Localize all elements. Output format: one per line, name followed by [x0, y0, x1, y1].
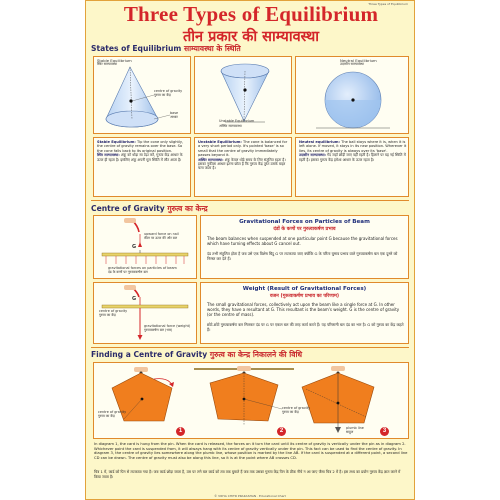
panel-stable: [93, 56, 191, 134]
stable-base-label-hi: आधार: [170, 115, 178, 119]
upward-force-label: upward force on nail: [144, 232, 179, 236]
stable-cone-diagram: [94, 57, 191, 134]
beam-2: [102, 305, 188, 308]
cg-label-d1-hi: गुरुत्व का केंद्र: [98, 414, 115, 418]
forces-label-hi: दंड के कणों पर गुरुत्वाकर्षण बल: [108, 270, 148, 274]
diagram-number-1: 1: [176, 427, 185, 436]
cg-label-d1: centre of gravity: [98, 410, 127, 414]
stable-title-en: Stable Equilibrium: [97, 58, 132, 63]
box1-text-hi: दंड तभी संतुलित होता है जब उसे एक विशेष बिंदु G पर लटकाया जाए क्योंकि G के परितः घुमाव प्रभाव वाले गुरुत्वाकर्षण बल एक दूसरे को निरस्त कर देते हैं।: [207, 251, 398, 261]
section1-heading: [91, 44, 241, 54]
chart-poster: [85, 0, 415, 500]
unstable-title-en: Unstable Equilibrium: [219, 119, 255, 123]
top-note: Three Types of Equilibrium: [368, 2, 408, 6]
section1-heading-hi: साम्यावस्था के स्थिति: [183, 44, 241, 53]
unstable-title-hi: अस्थिर साम्यावस्था: [219, 124, 242, 128]
plumb-bob-icon: [335, 427, 341, 433]
cg-label-2: centre of gravity: [99, 309, 128, 313]
desc-unstable-text: Unstable Equilibrium: The cone is balanced for a very short period only. It's pointed 'base' is so small that the centre of gravity immediately passes beyond it. अस्थिर साम्यावस्था: शंकु केवल थोड़े समय के लिए संतुलित रहता है। इसका नुकीला आधार इतना छोटा है कि गुरुत्व केंद्र तुरंत उसके बाहर चला जाता है।: [198, 140, 288, 171]
desc-neutral-text: Neutral equilibrium: The ball stays where it is, when it is left alone. If moved, it stays in its new position. Wherever it lies, its centre of gravity is always over its 'base'. उदासीन साम्यावस्था: गेंद जहाँ छोड़ी जाए वहीं रहती है। हिलाने पर यह नई स्थिति में रहती है। इसका गुरुत्व केंद्र हमेशा आधार के ऊपर रहता है।: [299, 140, 407, 162]
desc-unstable: [194, 137, 292, 197]
desc-neutral: [295, 137, 409, 197]
diagram-2: [194, 366, 294, 425]
title-hindi: तीन प्रकार की साम्यावस्था: [182, 29, 320, 45]
plumb-label-hi: साहुल: [346, 430, 354, 434]
unstable-cg-dot: [243, 88, 246, 91]
panel-neutral: [295, 56, 409, 134]
box1-heading-en: Gravitational Forces on Particles of Beam: [239, 219, 370, 225]
cg-diagram-1: [93, 215, 197, 279]
section2-heading-en: Centre of Gravity: [91, 204, 165, 213]
desc-stable: [93, 137, 191, 197]
diagram-number-2: 2: [277, 427, 286, 436]
resultant-label: gravitational force (weight): [144, 324, 191, 328]
cg-diagram-2: [93, 282, 197, 344]
weight-box: [200, 282, 409, 344]
section3-heading-en: Finding a Centre of Gravity: [91, 350, 208, 359]
neutral-ball-diagram: [296, 57, 409, 134]
stable-cg-label-hi: गुरुत्व का केंद्र: [154, 93, 171, 97]
neutral-title-hi: उदासीन साम्यावस्था: [340, 62, 364, 66]
cg-label-d2: centre of gravity: [282, 406, 311, 410]
diagram-number-3: 3: [380, 427, 389, 436]
box1-text: The beam balances when suspended at one particular point G because the gravitational forces which have turning effects about G cancel out.: [207, 236, 398, 246]
plumb-label: plumb line: [346, 426, 364, 430]
section2-heading-hi: गुरुत्व का केन्द्र: [167, 204, 208, 213]
hand-icon: [124, 218, 136, 223]
stable-cg-label: centre of gravity: [154, 89, 183, 93]
stable-base-label: base: [170, 111, 179, 115]
section3-heading-hi: गुरुत्व का केन्द्र निकालने की विधि: [209, 350, 303, 359]
stable-title-hi: स्थिर साम्यावस्था: [97, 62, 118, 66]
beam: [102, 253, 188, 256]
section3-heading: [91, 350, 302, 360]
title-english: Three Types of Equilibrium: [123, 2, 379, 26]
desc-stable-text: Stable Equilibrium: Tip the cone only slightly, the centre of gravity remains over the base. So the cone falls back to its original position. स्थिर साम्यावस्था: शंकु को थोड़ा सा टेढ़ा करें, गुरुत्व केंद्र आधार के ऊपर ही रहता है। इसलिए शंकु अपनी मूल स्थिति में लौट आता है।: [97, 140, 184, 162]
box2-text: The small gravitational forces, collectively act upon the beam like a single force at G. In other words, they have a resultant at G. This resultant is the beam's weight. G is the centre of gravity (or the centre of mass).: [207, 302, 400, 317]
forces-label: gravitational forces on particles of beam: [108, 266, 177, 270]
g-label-1: G: [132, 244, 137, 250]
resultant-label-hi: गुरुत्वाकर्षण बल (भार): [144, 328, 173, 332]
gravitational-forces-box: [200, 215, 409, 279]
finding-cg-diagrams: [93, 362, 409, 439]
footer: © VIDYA CHITR PRAKASHAN · Educational Chart: [214, 494, 286, 498]
divider-2: [91, 347, 409, 348]
box2-heading-en: Weight (Result of Gravitational Forces): [242, 286, 367, 292]
box2-text-hi: छोटे-छोटे गुरुत्वाकर्षण बल मिलकर दंड पर G पर एकल बल की तरह कार्य करते हैं। यह परिणामी बल दंड का भार है। G को गुरुत्व का केंद्र कहते हैं।: [207, 322, 404, 332]
upward-force-label-hi: कील पर ऊपर की ओर बल: [144, 236, 178, 240]
hand-icon-2: [124, 285, 136, 290]
section1-heading-en: States of Equilibrium: [91, 44, 182, 53]
divider-1: [91, 200, 409, 201]
panel-unstable: [194, 56, 292, 134]
neutral-cg-dot: [351, 98, 354, 101]
g-label-2: G: [132, 296, 137, 302]
neutral-title-en: Neutral Equilibrium: [340, 58, 377, 63]
box2-heading-hi: वजन (गुरुत्वाकर्षण प्रभाव का परिणाम): [269, 294, 340, 299]
section3-text-hi: चित्र 1 में, कार्ड को पिन से लटकाया गया है। जब कार्ड छोड़ा जाता है, उस पर लगे बल कार्ड को तब तक घुमाते हैं जब तक उसका गुरुत्व केंद्र पिन के ठीक नीचे न आ जाए जैसा चित्र 2 में है। इस तथ्य का प्रयोग गुरुत्व केंद्र ज्ञात करने में किया जाता है।: [94, 470, 401, 479]
section2-heading: [91, 204, 208, 214]
unstable-cone-body: [221, 71, 269, 121]
section3-text: In diagram 1, the card is hung from the pin. When the card is released, the forces on it turn the card until its centre of gravity is vertically under the pin as in diagram 2. Whichever point the card is suspended from, it will always hang with its centre of gravity vertically under the pin. This fact can be used to find the centre of gravity. In diagram 3, the centre of gravity lies somewhere along the plumb line, whose position is marked by the line AB. If the card is suspended at a different point, a second line CD can be drawn. The centre of gravity must also be along this line, so it is at the point where AB crosses CD.: [94, 442, 408, 460]
cg-label-d2-hi: गुरुत्व का केंद्र: [282, 410, 299, 414]
diagram-3: [302, 366, 374, 433]
box1-heading-hi: दंडों के कणों पर गुरुत्वाकर्षण प्रभाव: [273, 227, 336, 232]
cg-label-2-hi: गुरुत्व का केंद्र: [99, 313, 116, 317]
